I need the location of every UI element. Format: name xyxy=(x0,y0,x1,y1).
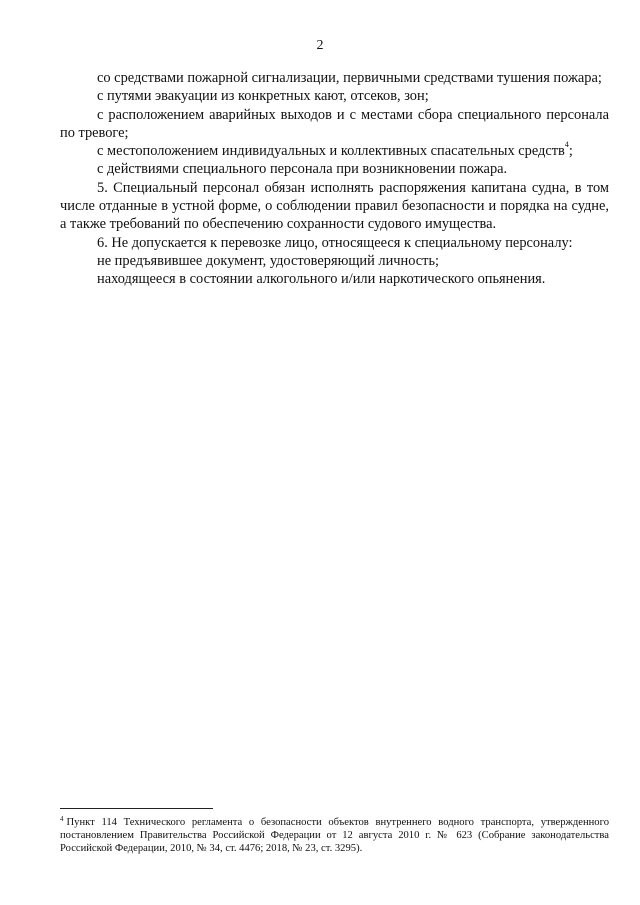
footnote-reference: 4 xyxy=(564,140,569,150)
paragraph-life-saving-text: с местоположением индивидуальных и коллективных спасательных средств xyxy=(97,143,565,160)
paragraph-life-saving-appliances xyxy=(60,142,609,160)
paragraph-item-6: 6. Не допускается к перевозке лицо, относящееся к специальному персоналу: xyxy=(97,234,573,251)
paragraph-fire-alarm: со средствами пожарной сигнализации, первичными средствами тушения пожара; xyxy=(97,70,602,86)
document-body xyxy=(60,69,609,289)
footnote-mark: 4 xyxy=(60,815,64,823)
paragraph-no-id: не предъявившее документ, удостоверяющий личность; xyxy=(97,252,440,269)
paragraph-emergency-exits: с расположением аварийных выходов и с местами сбора специального персонала по тревоге; xyxy=(60,106,609,141)
footnote-text: Пункт 114 Технического регламента о безопасности объектов внутреннего водного транспорта, утвержденного постановлением Правительства Российской Федерации от 12 августа 2010 г. № 623 (Собрание законодательства Российской Федерации, 2010, № 34, ст. 4476; 2018, № 23, ст. 3295). xyxy=(60,817,609,854)
paragraph-fire-actions: с действиями специального персонала при возникновении пожара. xyxy=(97,161,508,178)
page-number: 2 xyxy=(316,38,324,53)
footnote-divider xyxy=(60,808,213,809)
footnote xyxy=(60,816,609,855)
paragraph-life-saving-punct: ; xyxy=(568,143,573,160)
paragraph-evacuation-routes: с путями эвакуации из конкретных кают, отсеков, зон; xyxy=(97,88,429,105)
paragraph-item-5: 5. Специальный персонал обязан исполнять распоряжения капитана судна, в том числе отданные в устной форме, о соблюдении правил безопасности и порядка на судне, а также требований по обеспечению сохранности судового имущества. xyxy=(60,179,609,233)
paragraph-intoxicated: находящееся в состоянии алкогольного и/или наркотического опьянения. xyxy=(97,271,546,288)
